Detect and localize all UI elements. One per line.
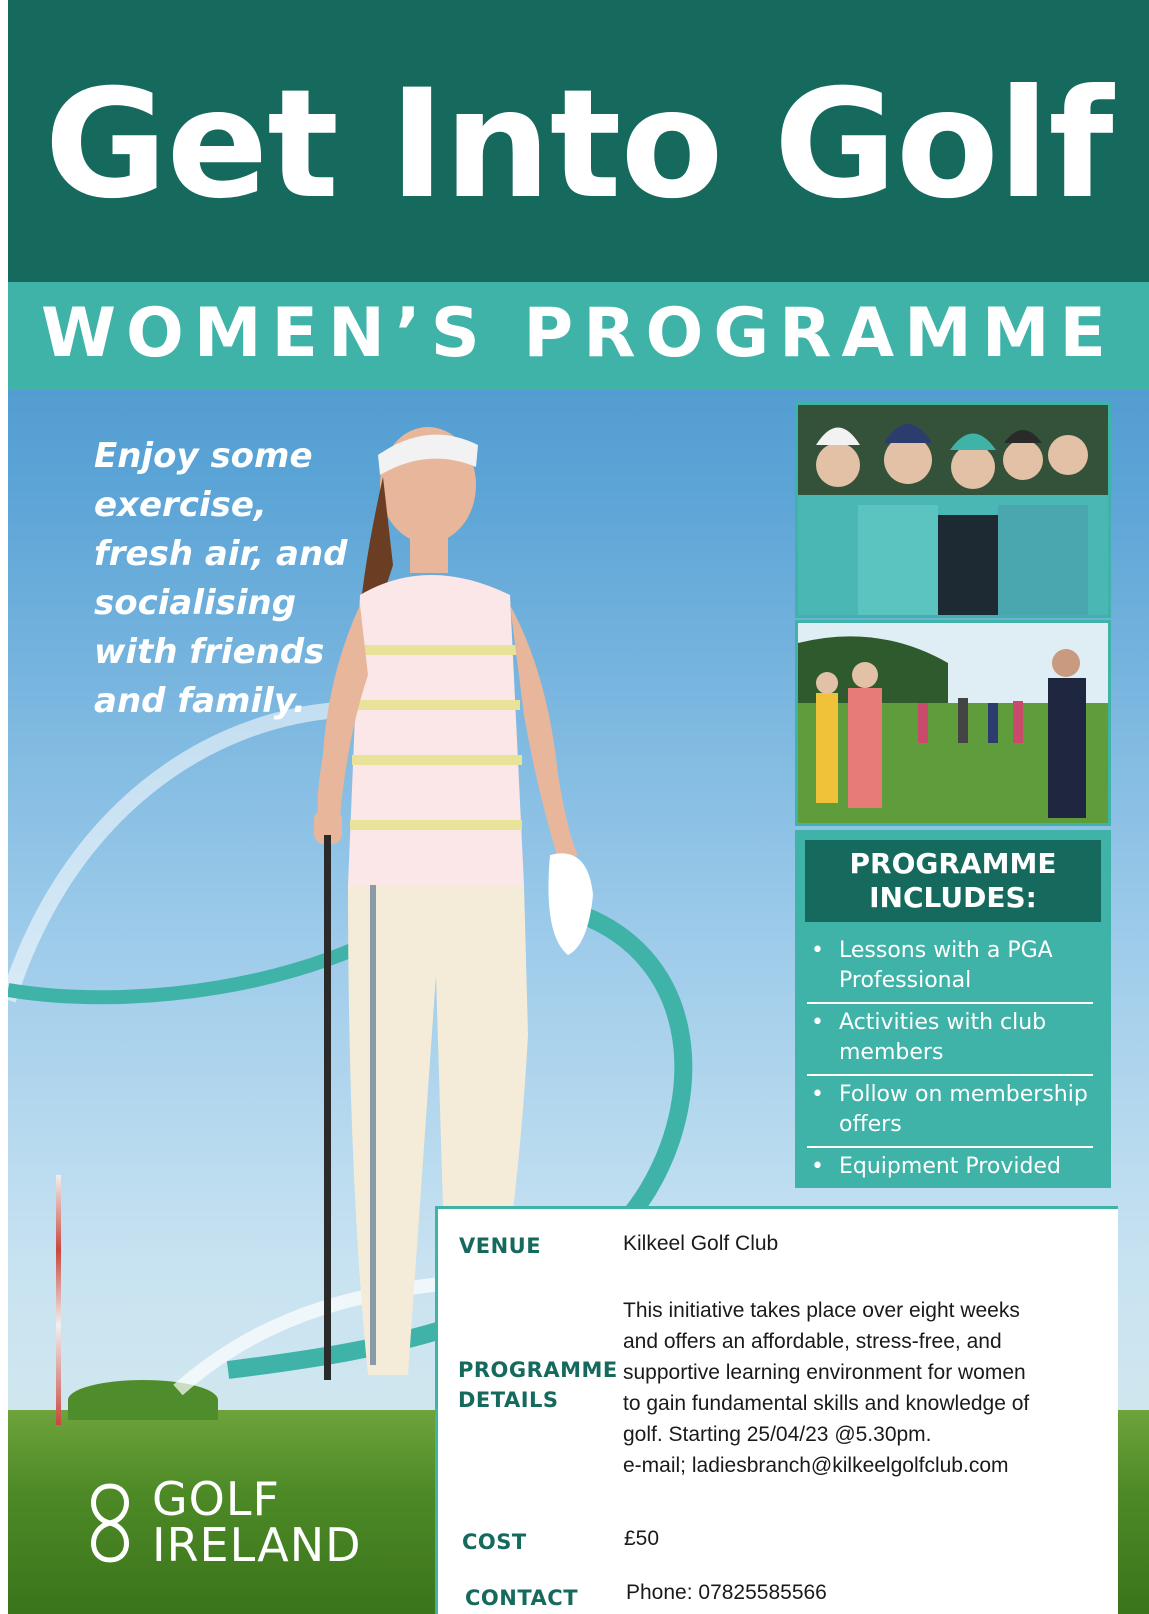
bullet-icon: • [811, 1010, 824, 1035]
includes-heading-line1: PROGRAMME [849, 847, 1057, 880]
venue-label: VENUE [459, 1234, 542, 1258]
programme-details-label-line2: DETAILS [458, 1388, 559, 1412]
bullet-icon: • [811, 938, 824, 963]
programme-details-line: and offers an affordable, stress-free, and [623, 1330, 1002, 1353]
list-item-text: Lessons with a PGA Professional [839, 938, 1053, 993]
golf-ireland-logo [80, 1470, 400, 1570]
list-item-text: Follow on membership offers [839, 1082, 1088, 1137]
list-item-text: Activities with club members [839, 1010, 1047, 1065]
contact-value: Phone: 07825585566 [626, 1581, 827, 1604]
bullet-icon: • [811, 1082, 824, 1107]
includes-heading [805, 840, 1101, 922]
page-title: Get Into Golf [44, 58, 1113, 232]
cost-value: £50 [624, 1527, 660, 1550]
venue-value: Kilkeel Golf Club [623, 1232, 779, 1255]
tagline: Enjoy some exercise, fresh air, and socialising with friends and family. [94, 436, 348, 721]
programme-details-label-line1: PROGRAMME [458, 1358, 618, 1382]
programme-details-line: to gain fundamental skills and knowledge of [623, 1392, 1030, 1415]
page-subtitle: WOMEN’S PROGRAMME [41, 294, 1116, 373]
list-item [807, 1004, 1093, 1076]
cost-label: COST [462, 1530, 527, 1554]
details-panel [435, 1206, 1118, 1614]
lesson-photo [795, 620, 1111, 826]
poster [8, 0, 1149, 1614]
contact-label: CONTACT [465, 1586, 579, 1610]
bullet-icon: • [811, 1154, 824, 1179]
logo-mark-icon [80, 1478, 140, 1568]
programme-includes-panel [795, 830, 1111, 1188]
includes-list [795, 932, 1111, 1188]
list-item-text: Equipment Provided [839, 1154, 1061, 1179]
logo-text-line1: GOLF [152, 1472, 280, 1526]
programme-details-text [623, 1295, 1029, 1481]
logo-text-line2: IRELAND [152, 1518, 362, 1572]
group-hug-photo [795, 402, 1111, 618]
programme-details-line: supportive learning environment for women [623, 1361, 1026, 1384]
includes-heading-line2: INCLUDES: [869, 881, 1037, 914]
list-item [807, 932, 1093, 1004]
programme-details-line: This initiative takes place over eight weeks [623, 1299, 1020, 1322]
list-item [807, 1076, 1093, 1148]
programme-details-line[interactable]: e-mail; ladiesbranch@kilkeelgolfclub.com [623, 1454, 1009, 1477]
programme-details-line: golf. Starting 25/04/23 @5.30pm. [623, 1423, 932, 1446]
list-item [807, 1148, 1093, 1188]
